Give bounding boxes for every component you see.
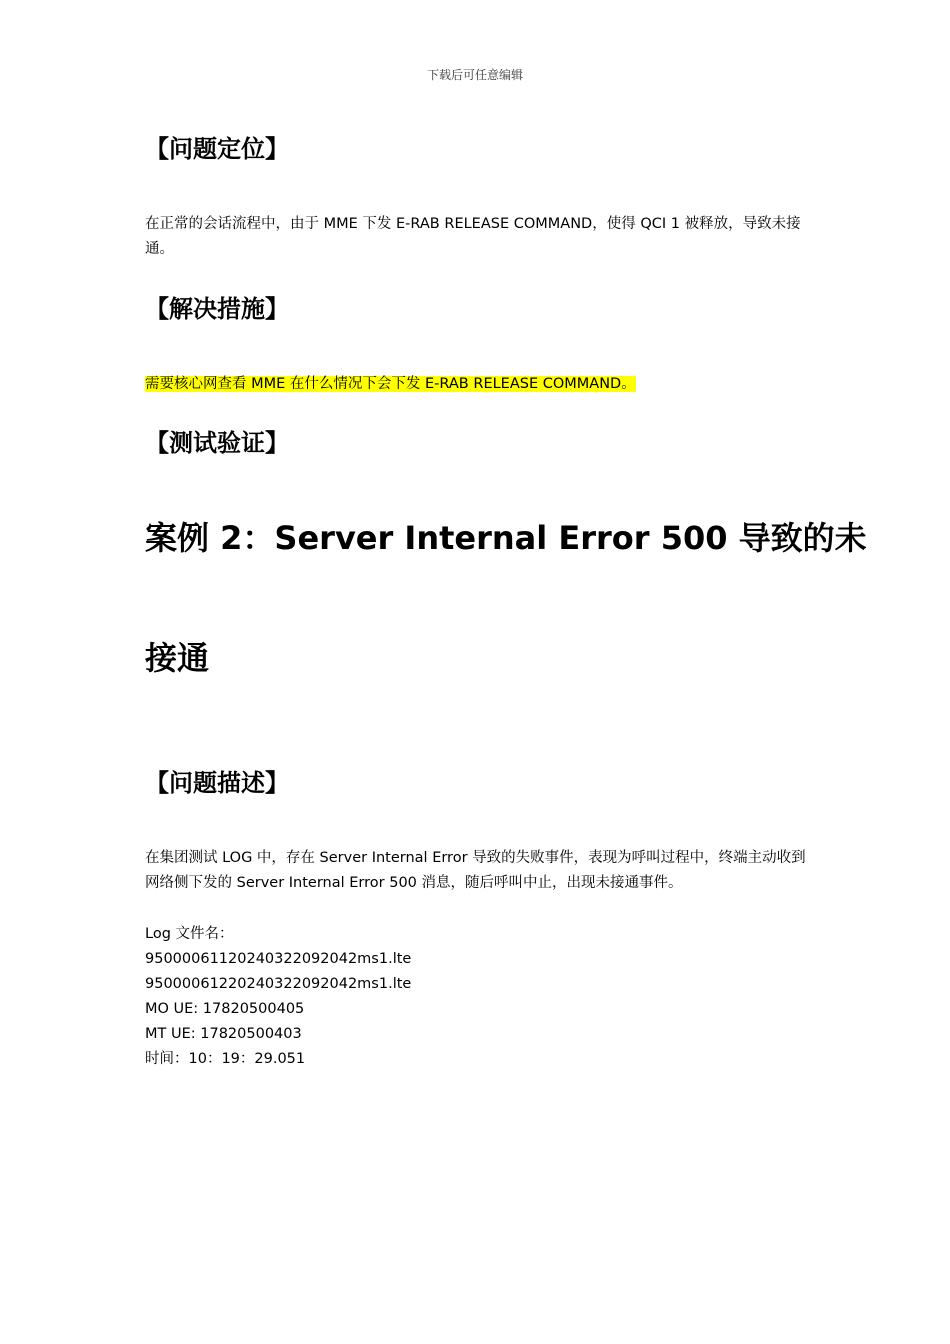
log-time: 时间：10：19：29.051 xyxy=(145,1051,306,1067)
section-heading-test-verification: 【测试验证】 xyxy=(145,429,289,457)
log-file-2: 95000061220240322092042ms1.lte xyxy=(145,976,412,992)
section-heading-problem-description: 【问题描述】 xyxy=(145,769,289,797)
highlighted-text: 需要核心网查看 MME 在什么情况下会下发 E-RAB RELEASE COMMAND。 xyxy=(145,376,636,392)
section-heading-solution: 【解决措施】 xyxy=(145,295,289,323)
paragraph-solution xyxy=(145,372,809,397)
mt-ue: MT UE: 17820500403 xyxy=(145,1026,302,1042)
paragraph-problem-location: 在正常的会话流程中，由于 MME 下发 E-RAB RELEASE COMMAND，使得 QCI 1 被释放，导致未接通。 xyxy=(145,216,801,257)
section-heading-problem-location: 【问题定位】 xyxy=(145,135,289,163)
paragraph-problem-description: 在集团测试 LOG 中，存在 Server Internal Error 导致的失败事件，表现为呼叫过程中，终端主动收到网络侧下发的 Server Internal Error 500 消息，随后呼叫中止，出现未接通事件。 xyxy=(145,850,806,891)
log-file-label: Log 文件名： xyxy=(145,926,234,942)
mo-ue: MO UE: 17820500405 xyxy=(145,1001,305,1017)
log-file-1: 95000061120240322092042ms1.lte xyxy=(145,951,412,967)
header-note: 下载后可任意编辑 xyxy=(426,68,523,82)
case-title-line2: 接通 xyxy=(145,639,210,677)
case-title-line1: 案例 2：Server Internal Error 500 导致的未 xyxy=(145,519,867,557)
